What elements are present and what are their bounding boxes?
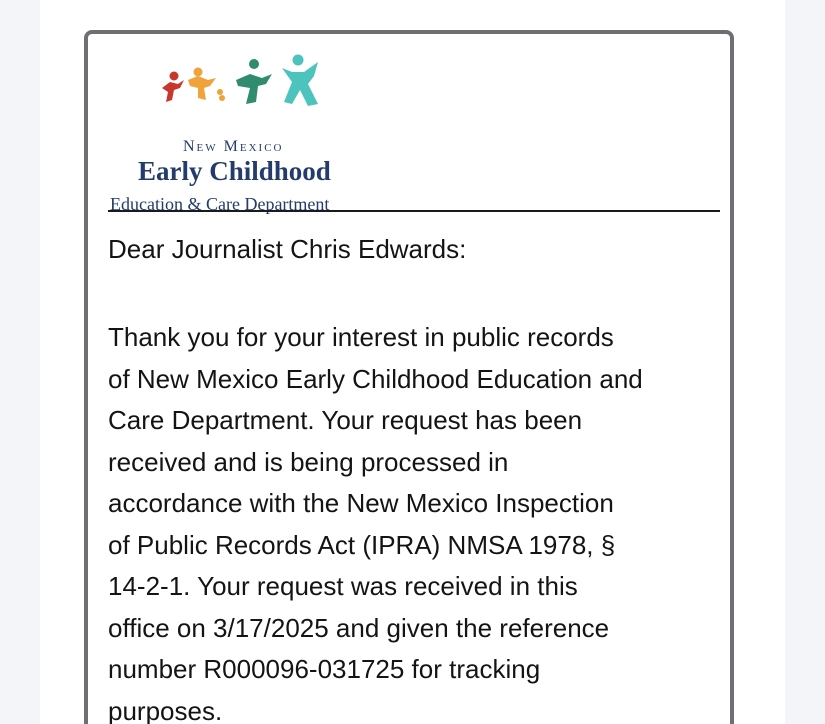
letter-body-line: number R000096-031725 for tracking bbox=[108, 654, 541, 684]
red-figure-icon bbox=[162, 72, 184, 103]
letter-body-line: Care Department. Your request has been bbox=[108, 405, 583, 435]
letter-body-line: Thank you for your interest in public records bbox=[108, 322, 614, 352]
letter-body-line: 14-2-1. Your request was received in this bbox=[108, 571, 578, 601]
logo-title: Early Childhood bbox=[138, 156, 331, 186]
orange-figure-icon bbox=[188, 68, 225, 102]
header-divider bbox=[108, 210, 720, 212]
letter-body bbox=[108, 317, 720, 724]
letter-body-line: accordance with the New Mexico Inspection bbox=[108, 488, 614, 518]
green-figure-icon bbox=[236, 59, 272, 104]
agency-logo bbox=[108, 54, 408, 214]
letter-greeting: Dear Journalist Chris Edwards: bbox=[108, 234, 467, 264]
logo-subtitle: Education & Care Department bbox=[110, 194, 330, 214]
letter-body-line: purposes. bbox=[108, 695, 223, 724]
teal-figure-icon bbox=[282, 55, 318, 107]
logo-state-name: New Mexico bbox=[183, 138, 284, 155]
letter-body-line: received and is being processed in bbox=[108, 446, 509, 477]
email-card bbox=[84, 30, 734, 724]
people-figures-icon bbox=[158, 54, 348, 116]
letter-body-line: of New Mexico Early Childhood Education and bbox=[108, 363, 643, 394]
letter-body-line: office on 3/17/2025 and given the reference bbox=[108, 612, 610, 643]
letter-body-line: of Public Records Act (IPRA) NMSA 1978, § bbox=[108, 529, 616, 560]
